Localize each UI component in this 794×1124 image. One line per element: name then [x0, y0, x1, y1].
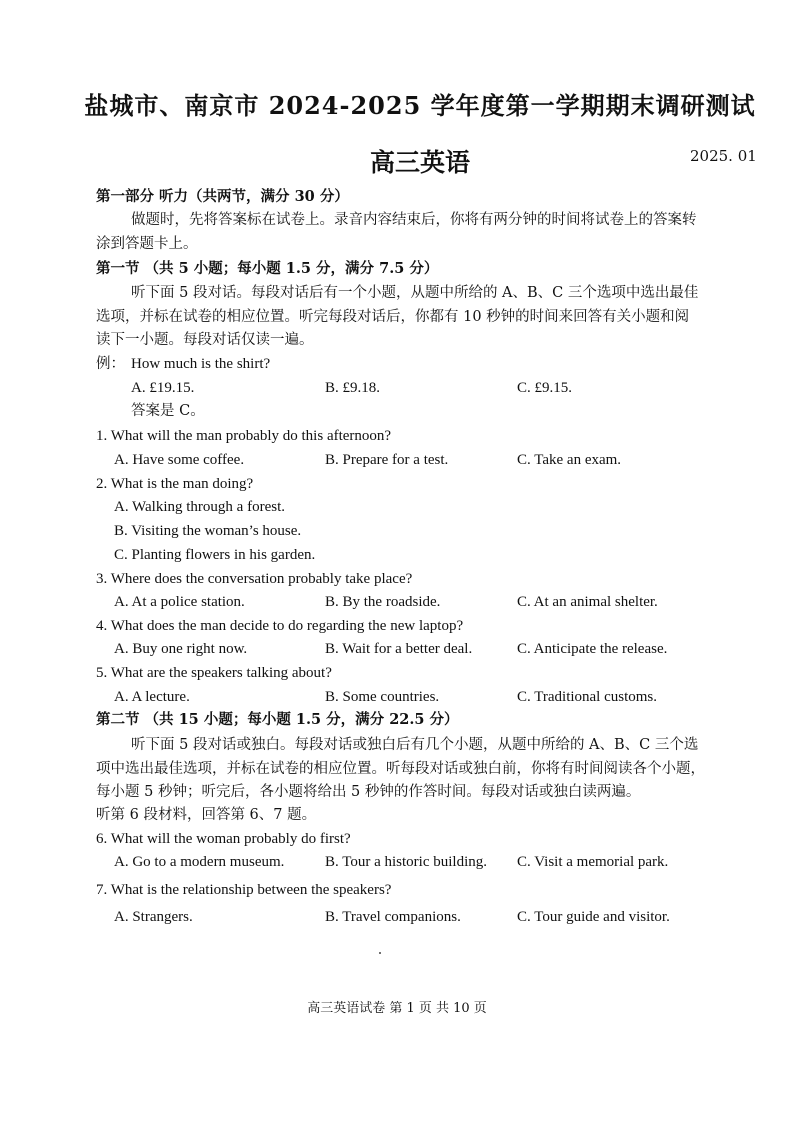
material-6-instruction: 听第 6 段材料，回答第 6、7 题。: [96, 807, 317, 823]
q3-option-a: A. At a police station.: [114, 594, 245, 610]
q4-option-a: A. Buy one right now.: [114, 641, 248, 657]
q4-option-c: C. Anticipate the release.: [517, 641, 668, 657]
q3-option-c: C. At an animal shelter.: [517, 594, 658, 610]
example-question: How much is the shirt?: [131, 356, 271, 372]
scan-speck: [379, 952, 381, 954]
q7-option-a: A. Strangers.: [114, 909, 193, 925]
q6-option-a: A. Go to a modern museum.: [114, 854, 285, 870]
q5-option-c: C. Traditional customs.: [517, 689, 658, 705]
question-1: 1. What will the man probably do this afternoon?: [96, 428, 392, 444]
q1-option-a: A. Have some coffee.: [114, 452, 245, 468]
subject-title: 高三英语: [369, 148, 470, 177]
question-4: 4. What does the man decide to do regarding the new laptop?: [96, 618, 464, 634]
q2-option-c: C. Planting flowers in his garden.: [114, 547, 316, 563]
q6-option-b: B. Tour a historic building.: [325, 854, 487, 870]
question-2: 2. What is the man doing?: [96, 476, 254, 492]
exam-date: 2025. 01: [690, 147, 757, 165]
q6-option-c: C. Visit a memorial park.: [517, 854, 669, 870]
q7-option-c: C. Tour guide and visitor.: [517, 909, 670, 925]
section1-instruction-line3: 读下一小题。每段对话仅读一遍。: [96, 332, 314, 348]
q4-option-b: B. Wait for a better deal.: [325, 641, 473, 657]
section1-heading: 第一节 （共 5 小题；每小题 1.5 分，满分 7.5 分）: [96, 260, 439, 277]
q2-option-a: A. Walking through a forest.: [114, 499, 285, 515]
example-answer: 答案是 C。: [131, 403, 205, 419]
q3-option-b: B. By the roadside.: [325, 594, 441, 610]
question-6: 6. What will the woman probably do first?: [96, 831, 351, 847]
example-option-a: A. £19.15.: [131, 380, 195, 396]
section2-instruction-line1: 听下面 5 段对话或独白。每段对话或独白后有几个小题，从题中所给的 A、B、C 三个选: [131, 737, 699, 753]
part1-heading: 第一部分 听力（共两节，满分 30 分）: [96, 188, 349, 205]
section2-instruction-line2: 项中选出最佳选项，并标在试卷的相应位置。听每段对话或独白前，你将有时间阅读各个小题，: [96, 761, 705, 777]
section2-instruction-line3: 每小题 5 秒钟；听完后，各小题将给出 5 秒钟的作答时间。每段对话或独白读两遍。: [96, 784, 641, 800]
q5-option-b: B. Some countries.: [325, 689, 440, 705]
part1-instruction-line1: 做题时，先将答案标在试卷上。录音内容结束后，你将有两分钟的时间将试卷上的答案转: [131, 212, 697, 228]
example-label: 例：: [96, 356, 125, 372]
q2-option-b: B. Visiting the woman’s house.: [114, 523, 302, 539]
section1-instruction-line1: 听下面 5 段对话。每段对话后有一个小题，从题中所给的 A、B、C 三个选项中选出最佳: [131, 285, 699, 301]
section1-instruction-line2: 选项，并标在试卷的相应位置。听完每段对话后，你都有 10 秒钟的时间来回答有关小题和阅: [96, 309, 690, 325]
q7-option-b: B. Travel companions.: [325, 909, 461, 925]
question-7: 7. What is the relationship between the speakers?: [96, 882, 392, 898]
q1-option-c: C. Take an exam.: [517, 452, 622, 468]
part1-instruction-line2: 涂到答题卡上。: [96, 236, 198, 252]
q1-option-b: B. Prepare for a test.: [325, 452, 449, 468]
example-option-b: B. £9.18.: [325, 380, 381, 396]
exam-title: 盐城市、南京市 2024-2025 学年度第一学期期末调研测试: [84, 91, 756, 120]
example-option-c: C. £9.15.: [517, 380, 573, 396]
question-5: 5. What are the speakers talking about?: [96, 665, 332, 681]
q5-option-a: A. A lecture.: [114, 689, 190, 705]
page-footer: 高三英语试卷 第 1 页 共 10 页: [307, 1001, 487, 1016]
section2-heading: 第二节 （共 15 小题；每小题 1.5 分，满分 22.5 分）: [96, 711, 459, 728]
question-3: 3. Where does the conversation probably take place?: [96, 571, 413, 587]
